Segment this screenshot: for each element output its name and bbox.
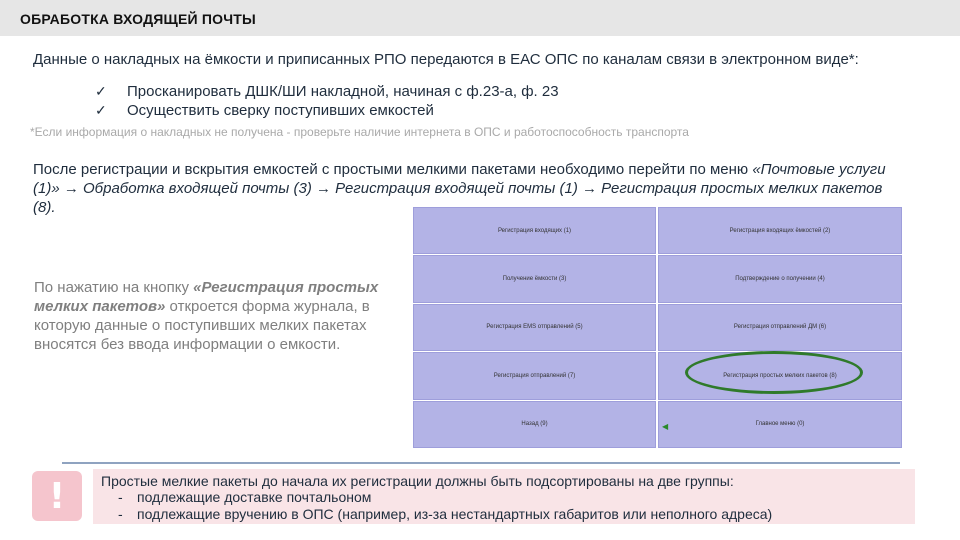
side-lead: По нажатию на кнопку xyxy=(34,279,194,296)
note-item: - подлежащие доставке почтальоном xyxy=(118,489,772,506)
menu-button[interactable] xyxy=(413,401,656,448)
menu-button[interactable] xyxy=(413,304,656,351)
menu-button[interactable] xyxy=(658,255,902,302)
highlight-oval xyxy=(685,351,863,394)
note-item: - подлежащие вручению в ОПС (например, из-за нестандартных габаритов или неполного адреса) xyxy=(118,506,772,523)
menu-button[interactable] xyxy=(413,207,656,254)
intro-text: Данные о накладных на ёмкости и приписанных РПО передаются в ЕАС ОПС по каналам связи в электронном виде*: xyxy=(33,51,859,68)
menu-path-lead: После регистрации и вскрытия емкостей с простыми мелкими пакетами необходимо перейти по меню xyxy=(33,161,753,178)
side-rest: откроется форма журнала, в которую данные о поступивших мелких пакетах вносятся без ввода информации о емкости. xyxy=(34,298,370,353)
menu-button-label: Главное меню (0) xyxy=(755,421,805,428)
menu-button-label: Регистрация простых мелких пакетов (8) xyxy=(723,372,837,379)
menu-button[interactable] xyxy=(413,352,656,399)
menu-button-label: Регистрация входящих ёмкостей (2) xyxy=(729,227,831,234)
check-icon: ✓ xyxy=(95,83,107,99)
exclamation-icon: ! xyxy=(32,471,82,521)
side-button-name: «Регистрация простых мелких пакетов» xyxy=(34,279,379,315)
note-title: Простые мелкие пакеты до начала их регистрации должны быть подсортированы на две группы: xyxy=(101,473,734,489)
checklist-item-label: Просканировать ДШК/ШИ накладной, начиная с ф.23-а, ф. 23 xyxy=(127,83,559,100)
checklist-item xyxy=(95,101,559,120)
menu-button-label: Регистрация EMS отправлений (5) xyxy=(486,324,583,331)
checklist-item-label: Осуществить сверку поступивших емкостей xyxy=(127,102,434,119)
menu-button-label: Регистрация отправлений (7) xyxy=(493,372,576,379)
menu-button-label: Подтверждение о получении (4) xyxy=(735,276,825,283)
header-bar xyxy=(0,0,960,36)
cursor-arrow-icon: ◀ xyxy=(662,421,669,431)
menu-button[interactable] xyxy=(658,304,902,351)
menu-button-label: Получение ёмкости (3) xyxy=(502,276,567,283)
menu-button-label: Назад (9) xyxy=(521,421,548,428)
checklist xyxy=(95,82,559,120)
divider xyxy=(62,462,900,464)
menu-path: «Почтовые услуги (1)» → Обработка входящей почты (3) → Регистрация входящей почты (1) → Регистрация простых мелких пакетов (8). xyxy=(33,161,886,216)
menu-button-label: Регистрация отправлений ДМ (6) xyxy=(733,324,827,331)
page-title: ОБРАБОТКА ВХОДЯЩЕЙ ПОЧТЫ xyxy=(20,11,256,27)
side-description xyxy=(34,278,394,354)
footnote: *Если информация о накладных не получена - проверьте наличие интернета в ОПС и работоспособность транспорта xyxy=(30,125,689,139)
checklist-item xyxy=(95,82,559,101)
menu-button[interactable] xyxy=(658,401,902,448)
menu-button[interactable] xyxy=(413,255,656,302)
menu-screenshot xyxy=(413,207,902,450)
menu-button[interactable] xyxy=(658,207,902,254)
menu-button-label: Регистрация входящих (1) xyxy=(497,227,572,234)
note-list xyxy=(118,489,772,523)
check-icon: ✓ xyxy=(95,102,107,118)
